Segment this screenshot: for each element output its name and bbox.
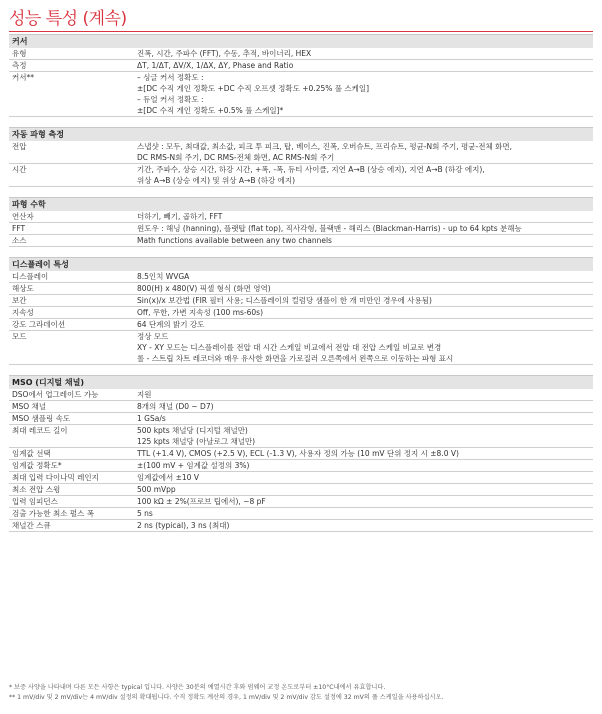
spec-value: [137, 307, 593, 318]
spec-value-line: Sin(x)/x 보간법 (FIR 필터 사용; 디스플레이의 컬럼당 샘플이 한 개 미만인 경우에 사용됨): [137, 296, 432, 305]
spec-label: MSO 채널: [12, 402, 47, 411]
spec-label: 최대 입력 다이나믹 레인지: [12, 473, 99, 482]
spec-sections: [9, 34, 593, 542]
spec-row: [9, 141, 593, 164]
spec-label: 보간: [12, 296, 27, 305]
spec-label: MSO 샘플링 속도: [12, 414, 71, 423]
spec-label: 연산자: [12, 212, 34, 221]
spec-value: [137, 283, 593, 294]
spec-label: 디스플레이: [12, 272, 49, 281]
spec-value-line: DC RMS-N회 주기, DC RMS-전체 화면, AC RMS-N회 주기: [137, 153, 335, 162]
spec-value: [137, 223, 593, 234]
spec-value: [137, 72, 593, 116]
spec-row: [9, 164, 593, 187]
spec-value-line: 스냅샷 : 모두, 최대값, 최소값, 피크 투 피크, 탑, 베이스, 진폭, 오버슈트, 프리슈트, 평균-N회 주기, 평균-전체 화면,: [137, 142, 512, 151]
spec-section: [9, 127, 593, 187]
spec-label: 강도 그라데이션: [12, 320, 66, 329]
spec-row: [9, 448, 593, 460]
spec-value: [137, 164, 593, 186]
spec-value-line: 위상 A→B (상승 에지) 및 위상 A→B (하강 에지): [137, 176, 296, 185]
spec-value-line: 정상 모드: [137, 332, 169, 341]
spec-value: [137, 401, 593, 412]
spec-row: [9, 235, 593, 247]
spec-row: [9, 520, 593, 532]
spec-value: [137, 484, 593, 495]
spec-value-line: 100 kΩ ± 2%(프로브 팁에서), ~8 pF: [137, 497, 266, 506]
spec-value: [137, 60, 593, 71]
spec-value: [137, 271, 593, 282]
spec-value: [137, 508, 593, 519]
spec-value: [137, 295, 593, 306]
spec-row: [9, 425, 593, 448]
spec-row: [9, 460, 593, 472]
spec-value: [137, 141, 593, 163]
spec-label: 측정: [12, 61, 27, 70]
spec-label: 채널간 스큐: [12, 521, 51, 530]
spec-value-line: 롤 - 스트립 차트 레코더와 매우 유사한 화면을 가로질러 오른쪽에서 왼쪽으로 이동하는 파형 표시: [137, 354, 454, 363]
spec-label: 지속성: [12, 308, 34, 317]
spec-row: [9, 295, 593, 307]
spec-value-line: 64 단계의 밝기 강도: [137, 320, 205, 329]
spec-value-line: 1 GSa/s: [137, 414, 166, 423]
spec-value: [137, 472, 593, 483]
spec-row: [9, 60, 593, 72]
spec-value-line: ±[DC 수직 게인 정확도 +0.5% 풀 스케일]*: [137, 106, 284, 115]
spec-value-line: 더하기, 빼기, 곱하기, FFT: [137, 212, 223, 221]
spec-row: [9, 484, 593, 496]
section-heading: 자동 파형 측정: [9, 127, 593, 141]
spec-label: FFT: [12, 224, 26, 233]
spec-row: [9, 413, 593, 425]
spec-row: [9, 211, 593, 223]
spec-value-line: Math functions available between any two channels: [137, 236, 332, 245]
spec-value-line: 기간, 주파수, 상승 시간, 하강 시간, +폭, -폭, 듀티 사이클, 지연 A→B (상승 에지), 지연 A→B (하강 에지),: [137, 165, 485, 174]
spec-row: [9, 401, 593, 413]
spec-label: 검출 가능한 최소 펄스 폭: [12, 509, 94, 518]
spec-value: [137, 319, 593, 330]
spec-value-line: 800(H) x 480(V) 픽셀 형식 (화면 영역): [137, 284, 271, 293]
spec-label: 해상도: [12, 284, 34, 293]
spec-value-line: 125 kpts 채널당 (아날로그 채널만): [137, 437, 256, 446]
spec-label: 임계값 정확도*: [12, 461, 62, 470]
spec-value-line: – 싱글 커서 정확도 :: [137, 73, 204, 82]
spec-value-line: – 듀얼 커서 정확도 :: [137, 95, 204, 104]
spec-row: [9, 319, 593, 331]
section-heading: 파형 수학: [9, 197, 593, 211]
spec-row: [9, 472, 593, 484]
spec-row: [9, 271, 593, 283]
spec-value-line: Off, 무한, 가변 지속성 (100 ms-60s): [137, 308, 264, 317]
spec-value: [137, 520, 593, 531]
spec-value-line: ΔT, 1/ΔT, ΔV/X, 1/ΔX, ΔY, Phase and Ratio: [137, 61, 294, 70]
spec-label: 최대 레코드 길이: [12, 426, 68, 435]
spec-label: 소스: [12, 236, 27, 245]
spec-section: [9, 257, 593, 365]
spec-row: [9, 223, 593, 235]
spec-label: 임계값 선택: [12, 449, 51, 458]
footnote: ** 1 mV/div 및 2 mV/div는 4 mV/div 설정의 확대됩니다. 수직 정확도 계산의 경우, 1 mV/div 및 2 mV/div 감도 설정에 32 mV의 풀 스케일을 사용하십시오.: [9, 694, 444, 701]
spec-section: [9, 197, 593, 247]
spec-value-line: 500 mVpp: [137, 485, 176, 494]
spec-value-line: XY - XY 모드는 디스플레이를 전압 대 시간 스케일 비교에서 전압 대 전압 스케일 비교로 변경: [137, 343, 442, 352]
spec-value: [137, 211, 593, 222]
spec-value-line: 8개의 채널 (D0 ~ D7): [137, 402, 214, 411]
spec-label: 입력 임피던스: [12, 497, 58, 506]
spec-label: 유형: [12, 49, 27, 58]
spec-value: [137, 425, 593, 447]
spec-row: [9, 283, 593, 295]
spec-section: [9, 34, 593, 117]
spec-value-line: 지원: [137, 390, 152, 399]
spec-value-line: 2 ns (typical), 3 ns (최대): [137, 521, 230, 530]
spec-value: [137, 413, 593, 424]
spec-row: [9, 389, 593, 401]
footnotes: [9, 683, 593, 703]
title-divider: [9, 31, 593, 32]
spec-row: [9, 48, 593, 60]
spec-label: 시간: [12, 165, 27, 174]
spec-value: [137, 448, 593, 459]
spec-row: [9, 307, 593, 319]
spec-value: [137, 496, 593, 507]
spec-value-line: 500 kpts 채널당 (디지털 채널만): [137, 426, 248, 435]
spec-value-line: 진폭, 시간, 주파수 (FFT), 수동, 추적, 바이너리, HEX: [137, 49, 312, 58]
spec-section: [9, 375, 593, 532]
spec-label: 모드: [12, 332, 27, 341]
footnote: * 보증 사양을 나타내며 다른 모든 사항은 typical 입니다. 사양은 30분의 예열시간 후와 펌웨어 교정 온도로부터 ±10°C내에서 유효합니다.: [9, 684, 386, 691]
section-heading: MSO (디지털 채널): [9, 375, 593, 389]
spec-label: DSO에서 업그레이드 가능: [12, 390, 99, 399]
spec-value-line: TTL (+1.4 V), CMOS (+2.5 V), ECL (-1.3 V), 사용자 정의 가능 (10 mV 단위 정지 시 ±8.0 V): [137, 449, 459, 458]
spec-value: [137, 460, 593, 471]
spec-row: [9, 496, 593, 508]
spec-label: 최소 전압 스윙: [12, 485, 61, 494]
spec-value-line: 5 ns: [137, 509, 153, 518]
spec-value: [137, 331, 593, 364]
spec-label: 커서**: [12, 73, 34, 82]
section-heading: 커서: [9, 34, 593, 48]
spec-value: [137, 389, 593, 400]
spec-label: 전압: [12, 142, 27, 151]
spec-value-line: 윈도우 : 해닝 (hanning), 플랫탑 (flat top), 직사각형, 블랙맨 - 해리스 (Blackman-Harris) - up to 64 kpts 분해능: [137, 224, 522, 233]
page-title: 성능 특성 (계속): [9, 9, 127, 29]
section-heading: 디스플레이 특성: [9, 257, 593, 271]
spec-value-line: 임계값에서 ±10 V: [137, 473, 199, 482]
spec-row: [9, 331, 593, 365]
spec-value-line: 8.5인치 WVGA: [137, 272, 190, 281]
spec-value-line: ±[DC 수직 게인 정확도 +DC 수직 오프셋 정확도 +0.25% 풀 스케일]: [137, 84, 370, 93]
spec-value-line: ±(100 mV + 임계값 설정의 3%): [137, 461, 250, 470]
spec-value: [137, 235, 593, 246]
spec-value: [137, 48, 593, 59]
spec-row: [9, 72, 593, 117]
spec-row: [9, 508, 593, 520]
